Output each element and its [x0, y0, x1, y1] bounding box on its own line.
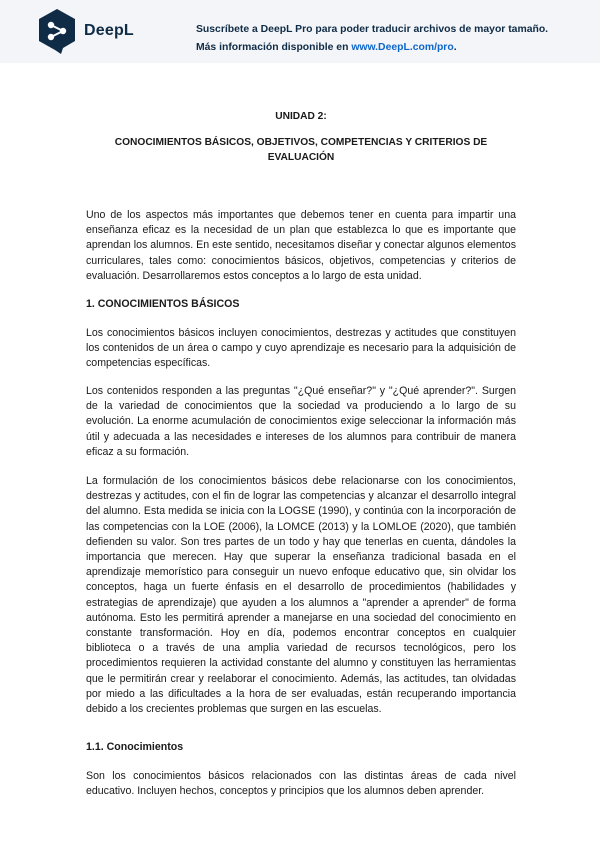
deepl-logo-icon [37, 8, 77, 54]
deepl-pro-link[interactable]: www.DeepL.com/pro [351, 42, 454, 53]
promo-line-2 [196, 39, 576, 57]
unit-title: UNIDAD 2: [275, 111, 327, 122]
intro-paragraph: Uno de los aspectos más importantes que debemos tener en cuenta para impartir una enseñanza eficaz es la necesidad de un plan que establezca lo que es importante que aprendan los alumnos. En este sentido, necesitamos diseñar y conectar algunos elementos curriculares, tales como: conocimientos básicos, objetivos, competencias y criterios de evaluación. Desarrollaremos estos conceptos a lo largo de esta unidad. [86, 209, 516, 282]
pro-promo [196, 21, 576, 57]
promo-prefix: Más información disponible en [196, 42, 352, 53]
deepl-banner [0, 0, 600, 63]
subsection-paragraph-1: Son los conocimientos básicos relacionados con las distintas áreas de cada nivel educativo. Incluyen hechos, conceptos y principios que los alumnos deben aprender. [86, 770, 516, 798]
promo-suffix: . [453, 42, 457, 53]
section-1-paragraph-2: Los contenidos responden a las preguntas "¿Qué enseñar?" y "¿Qué aprender?". Surgen de la variedad de conocimientos que la sociedad va produciendo a lo largo de su evolución. La enorme acumulación de conocimientos exige seleccionar la información más útil y adecuada a las necesidades e intereses de los alumnos para contribuir de manera eficaz a su formación. [86, 385, 516, 458]
promo-line-1: Suscríbete a DeepL Pro para poder traducir archivos de mayor tamaño. [196, 24, 549, 35]
section-1-paragraph-3: La formulación de los conocimientos básicos debe relacionarse con los conocimientos, destrezas y actitudes, con el fin de lograr las competencias y alcanzar el desarrollo integral del alumno. Esta medida se inicia con la LOGSE (1990), y continúa con la incorporación de las competencias con la LOE (2006), la LOMCE (2013) y la LOMLOE (2020), que también defienden su valor. Son tres partes de un todo y hay que tenerlas en cuenta, dándoles la importancia que merecen. Hay que superar la enseñanza tradicional basada en el aprendizaje memorístico para conseguir un nuevo enfoque educativo que, sin olvidar los conceptos, haga un fuerte énfasis en el desarrollo de procedimientos (habilidades y estrategias de aprendizaje) que ayuden a los alumnos a "aprender a aprender" de forma autónoma. Esto les permitirá aprender a manejarse en una sociedad del conocimiento en constante transformación. Hoy en día, podemos encontrar conceptos en cualquier biblioteca o a través de una amplia variedad de recursos tecnológicos, pero los procedimientos requieren la actividad constante del alumno y constituyen las herramientas que le permitirán crear y reelaborar el conocimiento. Además, las actitudes, tan olvidadas por miedo a las dificultades a la hora de ser evaluadas, están recuperando importancia debido a los crecientes problemas que surgen en las escuelas. [86, 475, 516, 716]
deepl-logo-text: DeepL [84, 22, 134, 39]
subsection-heading: 1.1. Conocimientos [86, 741, 184, 753]
section-1-heading: 1. CONOCIMIENTOS BÁSICOS [86, 298, 240, 310]
section-1-paragraph-1: Los conocimientos básicos incluyen conocimientos, destrezas y actitudes que constituyen los contenidos de un área o campo y cuyo aprendizaje es necesario para la adquisición de competencias específicas. [86, 327, 516, 370]
main-title: CONOCIMIENTOS BÁSICOS, OBJETIVOS, COMPETENCIAS Y CRITERIOS DE EVALUACIÓN [114, 137, 488, 163]
